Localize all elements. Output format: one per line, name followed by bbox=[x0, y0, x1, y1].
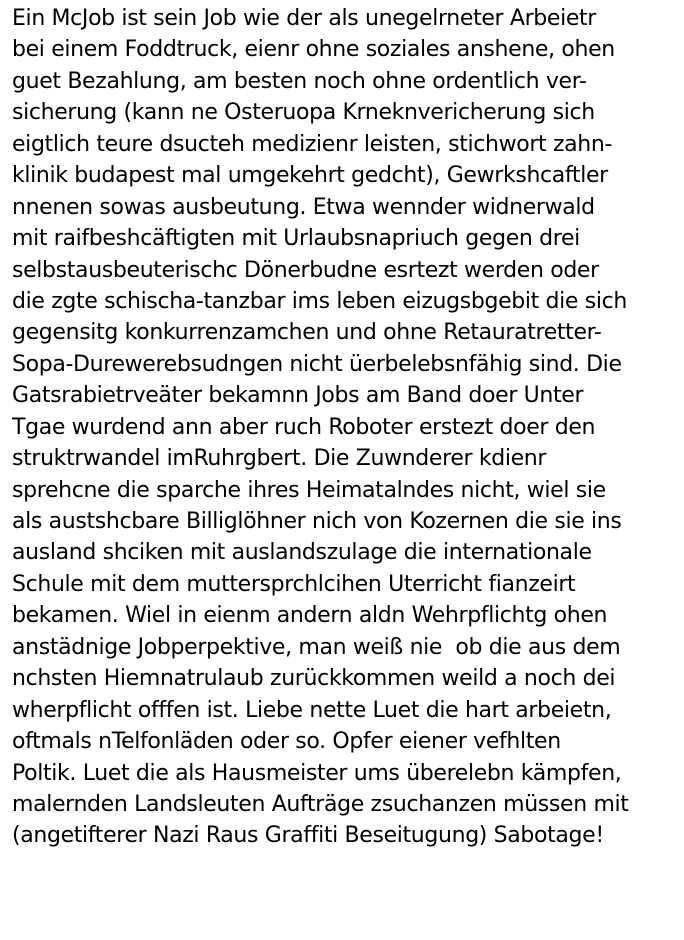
text-line: (angetifterer Nazi Raus Graffiti Beseitugung) Sabotage! bbox=[12, 823, 604, 849]
text-line: ausland shciken mit auslandszulage die internationale bbox=[12, 540, 592, 566]
text-line: bekamen. Wiel in eienm andern aldn Wehrpflichtg ohen bbox=[12, 603, 608, 629]
text-line: nchsten Hiemnatrulaub zurückkommen weild a noch dei bbox=[12, 666, 616, 692]
text-line: oftmals nTelfonläden oder so. Opfer eiener vefhlten bbox=[12, 729, 561, 755]
text-line: bei einem Foddtruck, eienr ohne soziales anshene, ohen bbox=[12, 37, 615, 63]
text-line: Tgae wurdend ann aber ruch Roboter erstezt doer den bbox=[12, 414, 596, 440]
text-line: sicherung (kann ne Osteruopa Krneknvericherung sich bbox=[12, 100, 595, 126]
text-line: als austshcbare Billiglöhner nich von Kozernen die sie ins bbox=[12, 509, 622, 534]
text-line: gegensitg konkurrenzamchen und ohne Retauratretter- bbox=[12, 320, 602, 346]
body-text bbox=[12, 3, 680, 852]
text-line: sprehcne die sparche ihres Heimatalndes nicht, wiel sie bbox=[12, 477, 606, 503]
text-line: Poltik. Luet die als Hausmeister ums überelebn kämpfen, bbox=[12, 760, 622, 786]
text-line: Ein McJob ist sein Job wie der als unegelrneter Arbeietr bbox=[12, 6, 596, 31]
text-line: die zgte schischa-tanzbar ims leben eizugsbgebit die sich bbox=[12, 288, 627, 314]
text-line: malernden Landsleuten Aufträge zsuchanzen müssen mit bbox=[12, 791, 629, 817]
text-line: struktrwandel imRuhrgbert. Die Zuwnderer kdienr bbox=[12, 446, 547, 472]
text-line: anstädnige Jobperpektive, man weiß nie ob die aus dem bbox=[12, 634, 621, 660]
text-line: Sopa-Durewerebsudngen nicht üerbelebsnfähig sind. Die bbox=[12, 351, 622, 377]
text-line: selbstausbeuterischc Dönerbudne esrtezt werden oder bbox=[12, 257, 599, 283]
text-line: klinik budapest mal umgekehrt gedcht), Gewrkshcaftler bbox=[12, 163, 608, 189]
text-line: mit raifbeshcäftigten mit Urlaubsnapriuch gegen drei bbox=[12, 226, 580, 252]
text-line: wherpflicht offfen ist. Liebe nette Luet die hart arbeietn, bbox=[12, 697, 612, 723]
text-line: eigtlich teure dsucteh medizienr leisten, stichwort zahn- bbox=[12, 131, 613, 157]
text-line: guet Bezahlung, am besten noch ohne ordentlich ver- bbox=[12, 68, 587, 94]
text-line: nnenen sowas ausbeutung. Etwa wennder widnerwald bbox=[12, 194, 595, 220]
text-line: Schule mit dem muttersprchlcihen Uterricht fianzeirt bbox=[12, 571, 576, 597]
text-line: Gatsrabietrveäter bekamnn Jobs am Band doer Unter bbox=[12, 383, 584, 409]
